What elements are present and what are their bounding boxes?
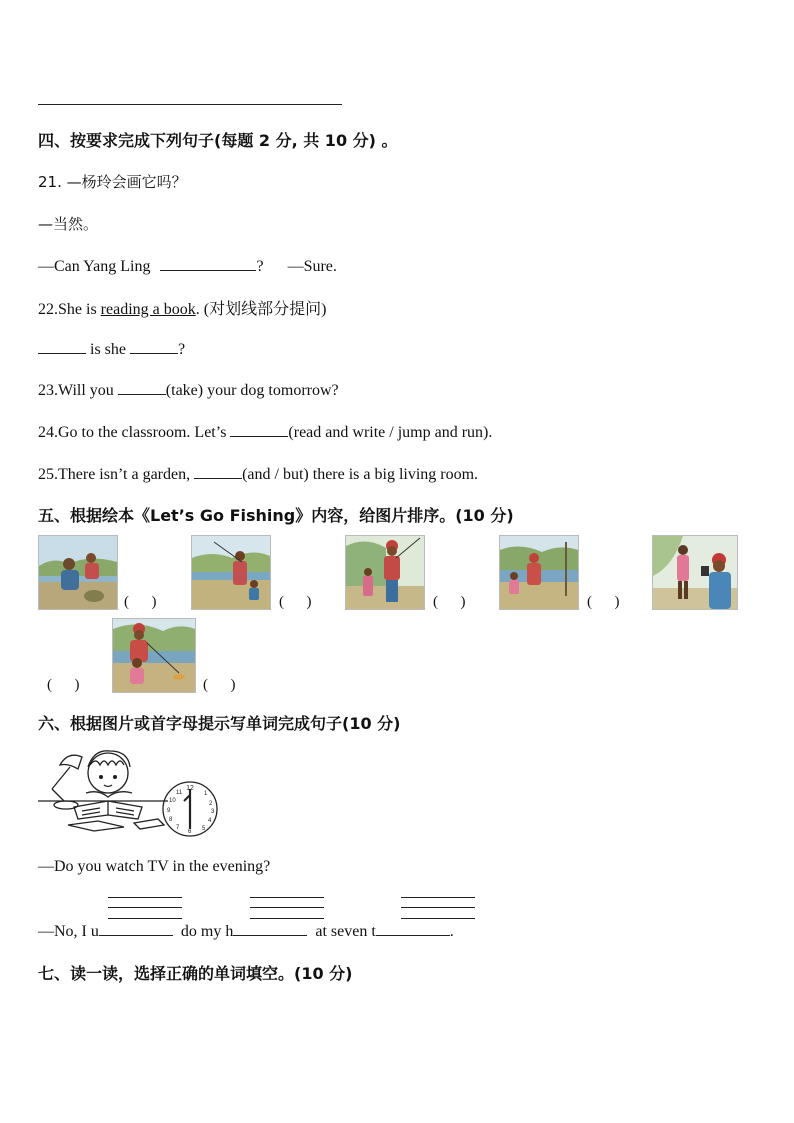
picture-4-order-blank[interactable]: ( ) <box>587 594 620 610</box>
q22-answer-qmark: ? <box>178 341 186 358</box>
story-picture-3 <box>345 535 425 610</box>
svg-text:7: 7 <box>176 825 180 831</box>
q25-number: 25. <box>38 466 58 483</box>
q24-number: 24. <box>38 424 58 441</box>
svg-text:8: 8 <box>169 817 173 823</box>
svg-text:2: 2 <box>209 801 213 807</box>
svg-text:12: 12 <box>186 785 194 792</box>
section-6-title: 六、根据图片或首字母提示写单词完成句子(10 分) <box>38 714 401 733</box>
q22-text-end: . (对划线部分提问) <box>195 301 327 318</box>
q22-blank-2[interactable] <box>130 338 178 354</box>
svg-text:10: 10 <box>169 798 176 804</box>
svg-text:11: 11 <box>176 790 183 796</box>
q25-text-end: (and / but) there is a big living room. <box>242 466 479 483</box>
q21-english-line <box>38 255 337 276</box>
writing-guide-1b <box>108 907 182 908</box>
boy-homework-clock-picture <box>38 745 220 841</box>
svg-text:4: 4 <box>208 818 212 824</box>
answer-part-time: at seven t <box>315 923 376 940</box>
q22-underlined-phrase: reading a book <box>100 301 196 318</box>
homework-blank[interactable] <box>233 920 307 936</box>
q23-line <box>38 379 339 400</box>
q25-blank[interactable] <box>194 463 242 479</box>
writing-guide-3a <box>401 897 475 898</box>
writing-guide-1a <box>108 897 182 898</box>
writing-guide-3b <box>401 907 475 908</box>
q21-question-mark: ? <box>256 258 264 275</box>
top-divider <box>38 104 342 105</box>
picture-3-order-blank[interactable]: ( ) <box>433 594 466 610</box>
q21-chinese-line2: —当然。 <box>38 215 99 233</box>
writing-guide-3c <box>401 918 475 919</box>
section-6-answer-line <box>38 920 454 941</box>
story-picture-6 <box>112 618 196 693</box>
section-5-title: 五、根据绘本《Let’s Go Fishing》内容，给图片排序。(10 分) <box>38 506 514 525</box>
q23-text-start: Will you <box>58 382 114 399</box>
usually-blank[interactable] <box>99 920 173 936</box>
q21-answer-blank[interactable] <box>160 255 256 271</box>
q25-text-start: There isn’t a garden, <box>58 466 191 483</box>
q22-answer-line <box>38 338 185 359</box>
q24-text-start: Go to the classroom. Let’s <box>58 424 227 441</box>
svg-text:1: 1 <box>204 791 208 797</box>
svg-text:9: 9 <box>167 808 171 814</box>
q25-line <box>38 463 478 484</box>
writing-guide-2a <box>250 897 324 898</box>
q23-text-end: (take) your dog tomorrow? <box>165 382 339 399</box>
q21-chinese-line1: 21. —杨玲会画它吗？ <box>38 173 187 191</box>
q23-number: 23. <box>38 382 58 399</box>
time-blank[interactable] <box>376 920 450 936</box>
q21-answer-sure: —Sure. <box>287 258 337 275</box>
picture-2-order-blank[interactable]: ( ) <box>279 594 312 610</box>
q24-blank[interactable] <box>230 421 288 437</box>
writing-guide-2c <box>250 918 324 919</box>
section-6-question: —Do you watch TV in the evening? <box>38 858 271 875</box>
story-picture-2 <box>191 535 271 610</box>
q22-blank-1[interactable] <box>38 338 86 354</box>
q23-blank[interactable] <box>118 379 166 395</box>
section-7-title: 七、读一读，选择正确的单词填空。(10 分) <box>38 964 353 983</box>
writing-guide-1c <box>108 918 182 919</box>
answer-part-homework: do my h <box>180 923 234 940</box>
q22-text-start: She is <box>58 301 101 318</box>
picture-6-order-blank[interactable]: ( ) <box>203 677 236 693</box>
q24-text-end: (read and write / jump and run). <box>288 424 493 441</box>
story-picture-4 <box>499 535 579 610</box>
story-picture-1 <box>38 535 118 610</box>
section-4-title: 四、按要求完成下列句子(每题 2 分, 共 10 分) 。 <box>38 131 398 150</box>
picture-1-order-blank[interactable]: ( ) <box>124 594 157 610</box>
picture-5-order-blank[interactable]: ( ) <box>47 677 80 693</box>
answer-period: . <box>449 923 454 940</box>
svg-text:6: 6 <box>188 829 192 835</box>
story-picture-5 <box>652 535 738 610</box>
q22-answer-middle: is she <box>90 341 126 358</box>
svg-text:5: 5 <box>202 826 206 832</box>
q22-number: 22. <box>38 301 58 318</box>
q21-question-start: —Can Yang Ling <box>38 258 151 275</box>
svg-text:3: 3 <box>211 809 215 815</box>
answer-part-usually: —No, I u <box>38 923 99 940</box>
q24-line <box>38 421 492 442</box>
writing-guide-2b <box>250 907 324 908</box>
q22-line <box>38 296 326 319</box>
